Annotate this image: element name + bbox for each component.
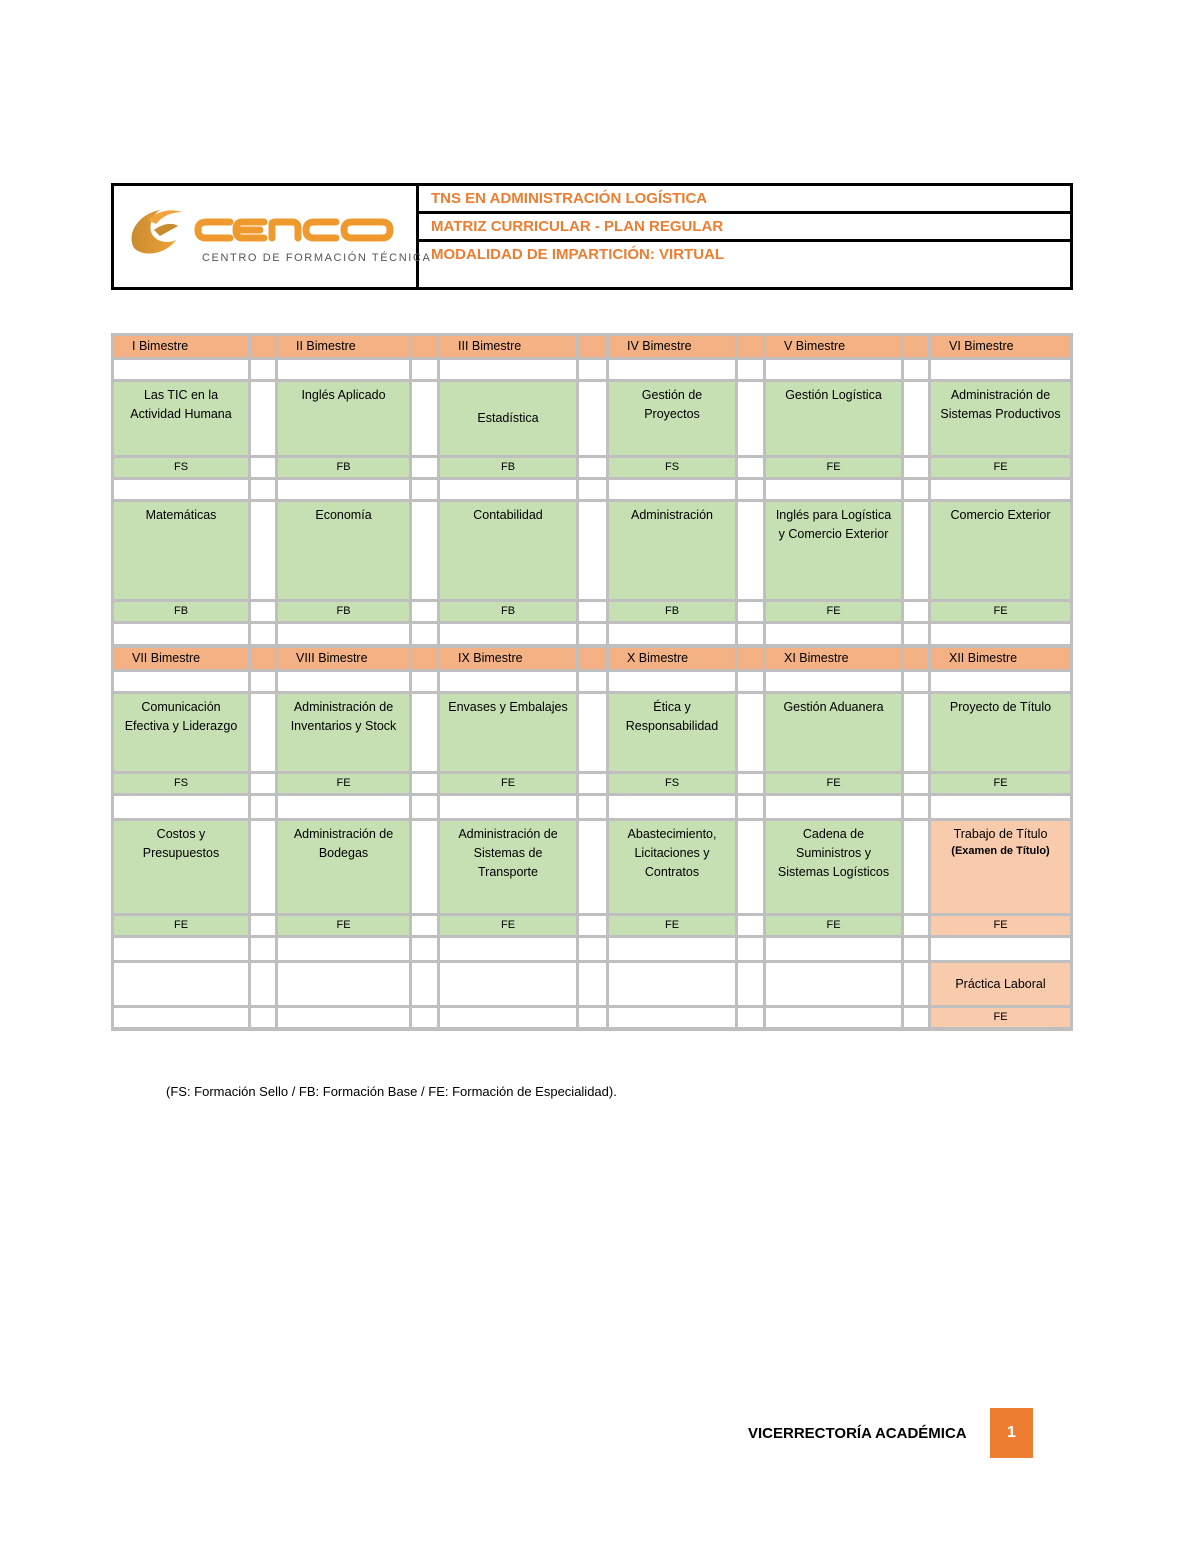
b1r1-gap <box>412 458 437 477</box>
b2r1-gap <box>904 774 928 793</box>
b1r2-subject <box>609 502 735 599</box>
formation-code: FB <box>336 605 351 617</box>
block2-header <box>931 648 1070 669</box>
b2r2-subject <box>609 821 735 913</box>
empty-2 <box>278 672 409 691</box>
b1r1-gap <box>579 458 606 477</box>
empty-3 <box>412 480 437 499</box>
program-title: TNS EN ADMINISTRACIÓN LOGÍSTICA <box>419 186 1070 214</box>
b1r1-code <box>114 458 248 477</box>
b1r2-gap <box>412 502 437 599</box>
empty <box>114 963 248 1005</box>
b1r2-gap <box>412 602 437 621</box>
empty-8 <box>766 360 901 379</box>
b2r2-code <box>609 916 735 935</box>
b1r2-gap <box>738 602 763 621</box>
b2r2-gap <box>738 916 763 935</box>
b1r2-code <box>278 602 409 621</box>
subject-name: Trabajo de Título (Examen de Título) <box>951 827 1050 857</box>
empty-0 <box>114 624 248 644</box>
empty-9 <box>904 938 928 960</box>
empty-8 <box>766 672 901 691</box>
empty-4 <box>440 938 576 960</box>
empty-0 <box>114 938 248 960</box>
b2r2-gap <box>904 821 928 913</box>
empty-6 <box>609 360 735 379</box>
b1r2-gap <box>579 502 606 599</box>
b2r2-gap <box>412 916 437 935</box>
formation-code: FS <box>664 777 680 789</box>
logo-area <box>114 186 432 287</box>
empty-1 <box>251 624 275 644</box>
empty-6 <box>609 938 735 960</box>
empty-9 <box>904 796 928 818</box>
block1-header <box>931 336 1070 357</box>
empty-8 <box>766 796 901 818</box>
b1r1-gap <box>251 458 275 477</box>
empty <box>766 1008 901 1027</box>
curriculum-grid <box>111 333 1073 1031</box>
empty-7 <box>738 796 763 818</box>
b2r2-gap <box>579 821 606 913</box>
bimestre-label: IX Bimestre <box>458 651 523 665</box>
subject-name: Estadística <box>477 411 539 425</box>
block2-header <box>440 648 576 669</box>
empty-5 <box>579 624 606 644</box>
block1-spacer <box>251 336 275 357</box>
subject-name: Ética y Responsabilidad <box>625 700 719 733</box>
block2-spacer <box>251 648 275 669</box>
bimestre-label: V Bimestre <box>784 339 846 353</box>
b1r1-code <box>278 458 409 477</box>
b2r1-code <box>766 774 901 793</box>
empty-7 <box>738 624 763 644</box>
block2-spacer <box>738 648 763 669</box>
b1r2-code <box>766 602 901 621</box>
empty-3 <box>412 360 437 379</box>
subject-note: (Examen de Título) <box>951 845 1050 857</box>
empty <box>412 1008 437 1027</box>
b2r1-subject <box>440 694 576 771</box>
b1r2-gap <box>251 602 275 621</box>
block1-spacer <box>412 336 437 357</box>
formation-code: FB <box>500 461 516 473</box>
b2r1-code <box>278 774 409 793</box>
empty-6 <box>609 624 735 644</box>
b1r1-gap <box>412 382 437 455</box>
document-header <box>111 183 1073 290</box>
block2-header <box>114 648 248 669</box>
empty <box>609 963 735 1005</box>
formation-code: FB <box>664 605 680 617</box>
empty <box>278 963 409 1005</box>
b1r1-gap <box>579 382 606 455</box>
bimestre-label: VIII Bimestre <box>296 651 368 665</box>
empty-4 <box>440 672 576 691</box>
formation-code: FS <box>664 461 680 473</box>
b2r1-code <box>609 774 735 793</box>
block1-spacer <box>579 336 606 357</box>
empty-1 <box>251 672 275 691</box>
b1r2-gap <box>904 502 928 599</box>
formation-code: FS <box>173 777 189 789</box>
subject-name: Administración de Inventarios y Stock <box>290 700 397 733</box>
b2r2-subject <box>931 821 1070 913</box>
b2r1-gap <box>251 774 275 793</box>
subject-name: Gestión Logística <box>785 388 882 402</box>
empty-9 <box>904 624 928 644</box>
b2r2-gap <box>251 821 275 913</box>
b1r2-code <box>114 602 248 621</box>
empty-0 <box>114 360 248 379</box>
b1r2-code <box>440 602 576 621</box>
formation-code: FE <box>336 777 351 789</box>
b2r2-subject <box>766 821 901 913</box>
block2-spacer <box>904 648 928 669</box>
b1r2-code <box>609 602 735 621</box>
subject-name: Comercio Exterior <box>950 508 1051 522</box>
b2r1-subject <box>931 694 1070 771</box>
empty-0 <box>114 796 248 818</box>
subject-name: Contabilidad <box>473 508 543 522</box>
subject-name: Proyecto de Título <box>949 700 1052 714</box>
subject-name: Matemáticas <box>145 508 217 522</box>
subject-name: Administración de Sistemas Productivos <box>940 388 1061 421</box>
empty-3 <box>412 624 437 644</box>
empty <box>412 963 437 1005</box>
empty-9 <box>904 672 928 691</box>
empty-2 <box>278 624 409 644</box>
block2-header <box>609 648 735 669</box>
page-number: 1 <box>990 1408 1033 1458</box>
empty <box>579 1008 606 1027</box>
bimestre-label: XI Bimestre <box>784 651 849 665</box>
b1r1-gap <box>738 458 763 477</box>
subject-name: Gestión de Proyectos <box>641 388 703 421</box>
b1r1-subject <box>278 382 409 455</box>
empty-5 <box>579 360 606 379</box>
b2r1-code <box>931 774 1070 793</box>
formation-code: FB <box>500 605 516 617</box>
b1r1-gap <box>904 458 928 477</box>
formation-code: FS <box>173 461 189 473</box>
empty <box>251 963 275 1005</box>
b2r2-code <box>766 916 901 935</box>
empty-3 <box>412 938 437 960</box>
formation-code: FE <box>993 777 1008 789</box>
empty-8 <box>766 938 901 960</box>
b2r2-gap <box>738 821 763 913</box>
formation-code: FE <box>826 777 841 789</box>
empty-5 <box>579 480 606 499</box>
empty-6 <box>609 480 735 499</box>
empty-8 <box>766 624 901 644</box>
subject-name: Costos y Presupuestos <box>142 827 220 860</box>
b1r2-subject <box>278 502 409 599</box>
b1r1-subject <box>609 382 735 455</box>
block2-header <box>766 648 901 669</box>
formation-code: FE <box>993 605 1008 617</box>
empty-9 <box>904 360 928 379</box>
empty-10 <box>931 624 1070 644</box>
block2-spacer <box>412 648 437 669</box>
empty <box>904 1008 928 1027</box>
formation-code: FE <box>500 919 516 931</box>
b2r2-code <box>114 916 248 935</box>
b2r1-gap <box>412 774 437 793</box>
formation-code: FE <box>993 1011 1008 1023</box>
formation-code: FE <box>336 919 351 931</box>
b1r2-gap <box>904 602 928 621</box>
bimestre-label: II Bimestre <box>296 339 356 353</box>
formation-code: FB <box>336 461 351 473</box>
empty-10 <box>931 938 1070 960</box>
b2r2-subject <box>114 821 248 913</box>
empty-4 <box>440 624 576 644</box>
empty <box>251 1008 275 1027</box>
b2r1-gap <box>738 774 763 793</box>
block1-spacer <box>904 336 928 357</box>
b2r1-code <box>114 774 248 793</box>
bimestre-label: VI Bimestre <box>949 339 1014 353</box>
empty-4 <box>440 796 576 818</box>
subject-name: Envases y Embalajes <box>448 700 568 714</box>
empty-1 <box>251 360 275 379</box>
subject-name: Economía <box>315 508 372 522</box>
cenco-logo-icon <box>126 200 408 260</box>
legend: (FS: Formación Sello / FB: Formación Base / FE: Formación de Especialidad). <box>166 1084 617 1099</box>
b1r2-code <box>931 602 1070 621</box>
b1r1-subject <box>114 382 248 455</box>
empty-2 <box>278 938 409 960</box>
block1-spacer <box>738 336 763 357</box>
empty-10 <box>931 796 1070 818</box>
empty-7 <box>738 672 763 691</box>
b2r1-gap <box>251 694 275 771</box>
bimestre-label: XII Bimestre <box>949 651 1018 665</box>
formation-code: FE <box>826 461 841 473</box>
subject-name: Administración de Sistemas de Transporte <box>458 827 558 879</box>
b1r1-gap <box>738 382 763 455</box>
b2r2-code <box>931 916 1070 935</box>
b2r1-subject <box>766 694 901 771</box>
formation-code: FE <box>826 605 841 617</box>
empty-9 <box>904 480 928 499</box>
b1r1-gap <box>904 382 928 455</box>
b1r1-subject <box>440 382 576 455</box>
b2r1-gap <box>904 694 928 771</box>
b2r2-gap <box>579 916 606 935</box>
empty <box>738 1008 763 1027</box>
b2r2-gap <box>412 821 437 913</box>
subject-name: Gestión Aduanera <box>783 700 884 714</box>
formation-code: FE <box>993 461 1008 473</box>
formation-code: FB <box>173 605 189 617</box>
empty <box>904 963 928 1005</box>
bimestre-label: III Bimestre <box>458 339 522 353</box>
empty-5 <box>579 796 606 818</box>
empty-10 <box>931 360 1070 379</box>
b1r2-subject <box>931 502 1070 599</box>
modality-title: MODALIDAD DE IMPARTICIÓN: VIRTUAL <box>431 246 725 263</box>
b2r1-subject <box>278 694 409 771</box>
empty-7 <box>738 480 763 499</box>
b2r1-gap <box>412 694 437 771</box>
b2r2-code <box>278 916 409 935</box>
b2r2-code <box>440 916 576 935</box>
empty-7 <box>738 360 763 379</box>
empty-4 <box>440 480 576 499</box>
bimestre-label: VII Bimestre <box>132 651 201 665</box>
b1r2-subject <box>766 502 901 599</box>
plan-title: MATRIZ CURRICULAR - PLAN REGULAR <box>419 214 1070 242</box>
empty-6 <box>609 672 735 691</box>
subject-name: Las TIC en la Actividad Humana <box>130 388 232 421</box>
formation-code: FE <box>173 919 189 931</box>
empty-2 <box>278 796 409 818</box>
empty-0 <box>114 672 248 691</box>
empty-6 <box>609 796 735 818</box>
empty-7 <box>738 938 763 960</box>
bimestre-label: IV Bimestre <box>627 339 692 353</box>
empty-8 <box>766 480 901 499</box>
b1r2-gap <box>251 502 275 599</box>
formation-code: FE <box>826 919 841 931</box>
block2-spacer <box>579 648 606 669</box>
b2r2-subject <box>278 821 409 913</box>
empty <box>278 1008 409 1027</box>
subject-name: Cadena de Suministros y Sistemas Logísticos <box>777 827 890 879</box>
subject-name: Abastecimiento, Licitaciones y Contratos <box>627 827 717 879</box>
b2r2-gap <box>251 916 275 935</box>
b2r1-gap <box>579 774 606 793</box>
header-titles <box>419 186 1070 287</box>
subject-name: Administración de Bodegas <box>293 827 394 860</box>
formation-code: FE <box>500 777 516 789</box>
empty-5 <box>579 672 606 691</box>
empty <box>609 1008 735 1027</box>
b1r2-gap <box>738 502 763 599</box>
empty <box>440 1008 576 1027</box>
empty <box>114 1008 248 1027</box>
empty-10 <box>931 672 1070 691</box>
empty-1 <box>251 938 275 960</box>
b1r2-gap <box>579 602 606 621</box>
b2r1-gap <box>579 694 606 771</box>
b1r1-subject <box>931 382 1070 455</box>
practica-laboral <box>931 963 1070 1005</box>
logo-subtitle: CENTRO DE FORMACIÓN TÉCNICA <box>202 252 432 264</box>
b1r1-code <box>609 458 735 477</box>
empty-1 <box>251 480 275 499</box>
b1r2-subject <box>114 502 248 599</box>
block1-header <box>114 336 248 357</box>
empty-4 <box>440 360 576 379</box>
b2r2-gap <box>904 916 928 935</box>
b1r1-gap <box>251 382 275 455</box>
b2r1-code <box>440 774 576 793</box>
empty <box>766 963 901 1005</box>
subject-name: Inglés Aplicado <box>301 388 386 402</box>
subject-name: Administración <box>631 508 713 522</box>
block1-header <box>766 336 901 357</box>
footer-label: VICERRECTORÍA ACADÉMICA <box>748 1425 967 1442</box>
b2r1-subject <box>114 694 248 771</box>
subject-name: Práctica Laboral <box>955 976 1046 991</box>
empty-2 <box>278 360 409 379</box>
empty <box>440 963 576 1005</box>
empty-5 <box>579 938 606 960</box>
practica-code <box>931 1008 1070 1027</box>
bimestre-label: I Bimestre <box>132 339 189 353</box>
b2r1-gap <box>738 694 763 771</box>
empty <box>738 963 763 1005</box>
b1r1-code <box>931 458 1070 477</box>
empty-10 <box>931 480 1070 499</box>
b1r1-code <box>440 458 576 477</box>
b1r2-subject <box>440 502 576 599</box>
subject-name: Comunicación Efectiva y Liderazgo <box>124 700 238 733</box>
empty-3 <box>412 796 437 818</box>
block1-header <box>440 336 576 357</box>
block2-header <box>278 648 409 669</box>
b2r1-subject <box>609 694 735 771</box>
empty-1 <box>251 796 275 818</box>
empty <box>579 963 606 1005</box>
empty-0 <box>114 480 248 499</box>
empty-3 <box>412 672 437 691</box>
formation-code: FE <box>993 919 1008 931</box>
b1r1-code <box>766 458 901 477</box>
block1-header <box>609 336 735 357</box>
b1r1-subject <box>766 382 901 455</box>
formation-code: FE <box>664 919 680 931</box>
b2r2-subject <box>440 821 576 913</box>
empty-2 <box>278 480 409 499</box>
block1-header <box>278 336 409 357</box>
subject-name: Inglés para Logística y Comercio Exterior <box>775 508 892 541</box>
bimestre-label: X Bimestre <box>627 651 689 665</box>
